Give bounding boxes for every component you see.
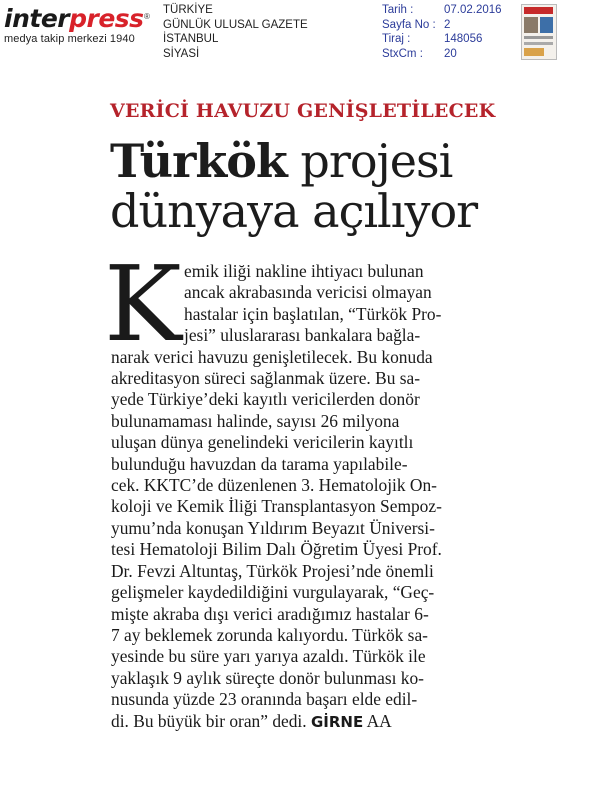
logo-wordmark: inter press (4, 4, 144, 33)
logo-tagline: medya takip merkezi 1940 (4, 33, 135, 45)
signature-agency: AA (363, 710, 392, 731)
headline-rest: projesi (286, 134, 453, 188)
body-line: gelişmeler kaydedildiğini vurgulayarak, “Geç- (111, 582, 435, 603)
publication-type: GÜNLÜK ULUSAL GAZETE (163, 18, 308, 31)
meta-row-stxcm: StxCm : 20 (382, 47, 457, 60)
publication-category: SİYASİ (163, 47, 200, 60)
article-kicker: VERİCİ HAVUZU GENİŞLETİLECEK (110, 100, 496, 122)
meta-row-circulation: Tiraj : 148056 (382, 33, 483, 45)
body-line: yesinde bu süre yarı yarıya azaldı. Türkök ile (111, 646, 426, 667)
body-line-last: di. Bu büyük bir oran” dedi. GİRNE AA (111, 710, 392, 731)
body-line: narak verici havuzu genişletilecek. Bu konuda (111, 346, 433, 367)
body-line: Dr. Fevzi Altuntaş, Türkök Projesi’nde önemli (111, 560, 434, 581)
body-line: ancak akrabasında vericisi olmayan (184, 282, 432, 303)
clipping-meta (382, 3, 502, 61)
interpress-logo (4, 4, 150, 45)
signature-place: GİRNE (310, 712, 364, 731)
drop-cap: K (104, 243, 182, 365)
meta-row-date: Tarih : 07.02.2016 (382, 4, 502, 16)
body-line: bulunduğu havuzdan da tarama yapılabile- (111, 453, 408, 474)
registered-mark: ® (144, 12, 150, 21)
body-line: jesi” uluslararası bankalara bağla- (184, 325, 421, 346)
body-line: yede Türkiye’deki kayıtlı vericilerden donör (111, 389, 420, 410)
body-line: cek. KKTC’de düzenlenen 3. Hematolojik On- (111, 475, 437, 496)
body-line: uluşan dünya genelindeki vericilerin kayıtlı (111, 432, 414, 453)
publication-info (163, 3, 308, 61)
body-line: koloji ve Kemik İliği Transplantasyon Sempoz- (111, 496, 442, 517)
body-line: akreditasyon süreci sağlanmak üzere. Bu sa- (111, 368, 421, 389)
body-line: bulunamaması halinde, sayısı 26 milyona (111, 410, 400, 431)
body-line: hastalar için başlatılan, “Türkök Pro- (184, 303, 442, 324)
body-line: 7 ay beklemek zorunda kalıyordu. Türkök sa- (111, 624, 428, 645)
article-body (111, 261, 461, 733)
body-line: emik iliği nakline ihtiyacı bulunan (184, 261, 424, 281)
meta-row-page: Sayfa No : 2 (382, 18, 451, 31)
publication-city: İSTANBUL (163, 33, 219, 45)
page-thumbnail[interactable] (521, 4, 557, 60)
body-line: yaklaşık 9 aylık süreçte donör bulunması ko- (111, 667, 424, 688)
headline-bold-word: Türkök (110, 134, 287, 188)
publication-country: TÜRKİYE (163, 4, 213, 16)
body-line: tesi Hematoloji Bilim Dalı Öğretim Üyesi Prof. (111, 539, 442, 560)
article-headline (110, 136, 490, 236)
body-line: mişte akraba dışı verici aradığımız hastalar 6- (111, 603, 429, 624)
body-line: yumu’nda konuşan Yıldırım Beyazıt Üniversi- (111, 517, 435, 538)
body-line: nusunda yüzde 23 oranında başarı elde edil- (111, 689, 418, 710)
headline-line-2: dünyaya açılıyor (110, 184, 478, 238)
